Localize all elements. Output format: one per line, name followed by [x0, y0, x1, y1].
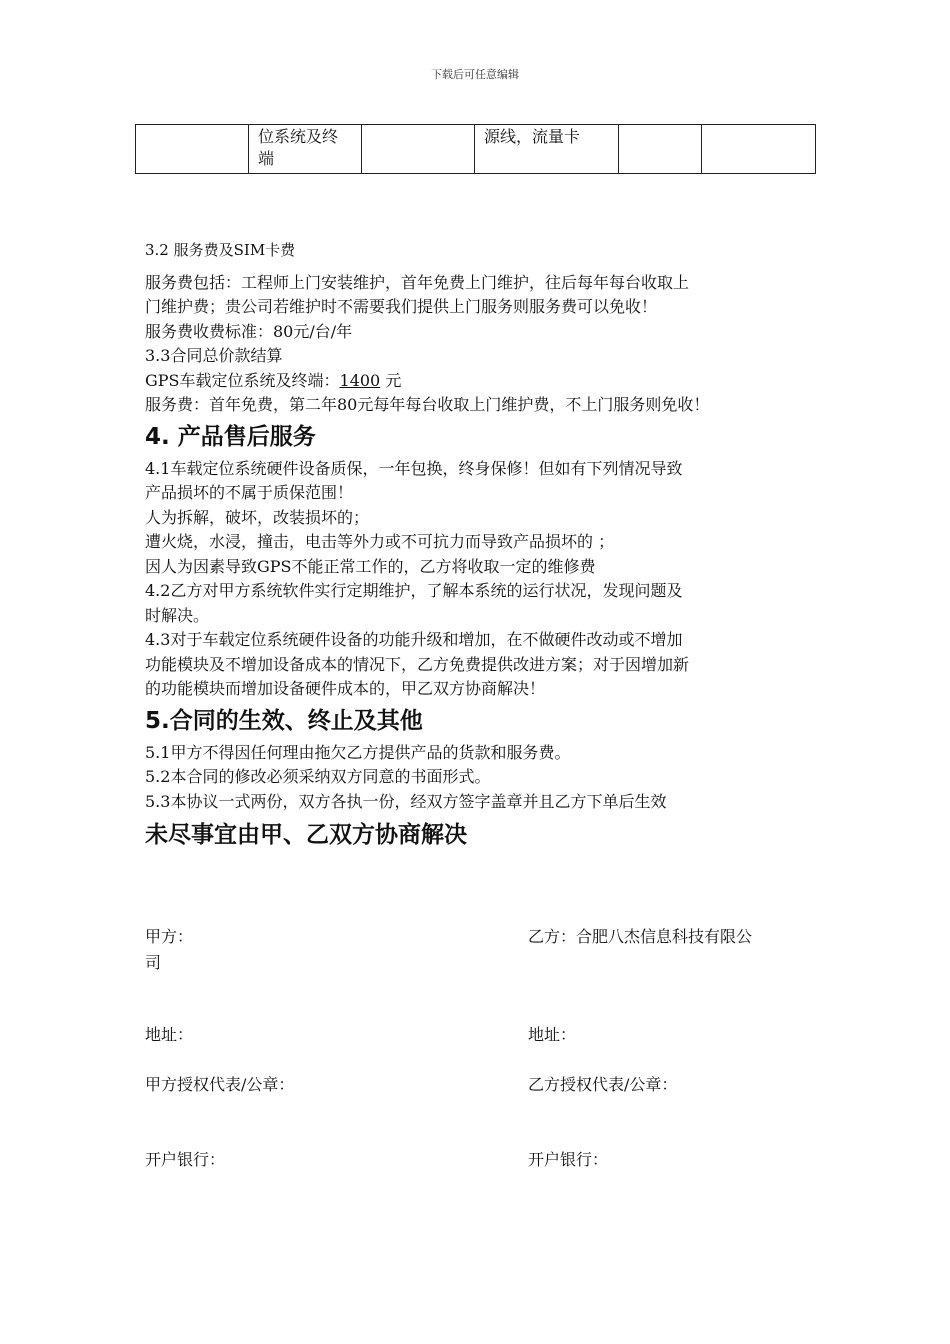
closing-heading: 未尽事宜由甲、乙双方协商解决 — [145, 822, 467, 848]
document-body — [145, 238, 835, 855]
section-4-heading: 4. 产品售后服务 — [145, 423, 316, 450]
service-fee-line: 服务费：首年免费，第二年80元每年每台收取上门维护费，不上门服务则免收！ — [145, 395, 710, 414]
paragraph-line: 4.3对于车载定位系统硬件设备的功能升级和增加，在不做硬件改动或不增加 — [145, 630, 683, 649]
section-3-2-title: 3.2 服务费及SIM卡费 — [145, 241, 296, 259]
paragraph-line: 服务费包括：工程师上门安装维护，首年免费上门维护，往后每年每台收取上 — [145, 272, 690, 292]
table-cell — [702, 125, 816, 174]
party-a-block — [145, 924, 193, 976]
party-b-bank: 开户银行： — [528, 1150, 609, 1169]
party-a-label: 甲方： — [145, 927, 194, 946]
table-cell: 位系统及终端 — [249, 125, 362, 174]
party-a-wrap: 司 — [145, 953, 162, 972]
table-cell — [136, 125, 249, 174]
gps-price-value: 1400 — [339, 370, 381, 390]
party-b-representative: 乙方授权代表/公章： — [528, 1075, 678, 1094]
table-row — [136, 125, 816, 174]
party-b-label: 乙方：合肥八杰信息科技有限公 — [528, 927, 753, 946]
paragraph-line: 门维护费；贵公司若维护时不需要我们提供上门服务则服务费可以免收！ — [145, 297, 658, 316]
equipment-table-fragment — [135, 124, 816, 174]
party-a-address: 地址： — [145, 1025, 194, 1044]
paragraph-line: 时解决。 — [145, 605, 210, 625]
paragraph-line: 产品损坏的不属于质保范围！ — [145, 483, 354, 502]
paragraph-line: 的功能模块而增加设备硬件成本的，甲乙双方协商解决！ — [145, 679, 546, 698]
paragraph-line: 服务费收费标准：80元/台/年 — [145, 321, 353, 341]
section-5-heading: 5.合同的生效、终止及其他 — [145, 707, 423, 734]
table-cell — [619, 125, 702, 174]
gps-price-label: GPS车载定位系统及终端： — [145, 370, 340, 390]
page-header-note: 下载后可任意编辑 — [431, 68, 519, 81]
party-b-address: 地址： — [528, 1025, 577, 1044]
paragraph-line: 遭火烧，水浸，撞击，电击等外力或不可抗力而导致产品损坏的 ； — [145, 532, 615, 551]
paragraph-line: 5.3本协议一式两份，双方各执一份，经双方签字盖章并且乙方下单后生效 — [145, 791, 667, 811]
paragraph-line: 功能模块及不增加设备成本的情况下，乙方免费提供改进方案；对于因增加新 — [145, 654, 690, 674]
paragraph-line: 5.2本合同的修改必须采纳双方同意的书面形式。 — [145, 767, 491, 786]
gps-price-line — [145, 369, 835, 394]
paragraph-line: 因人为因素导致GPS不能正常工作的，乙方将收取一定的维修费 — [145, 556, 596, 576]
table-cell — [362, 125, 475, 174]
paragraph-line: 4.2乙方对甲方系统软件实行定期维护，了解本系统的运行状况，发现问题及 — [145, 581, 683, 600]
party-a-representative: 甲方授权代表/公章： — [145, 1075, 295, 1094]
table-cell: 源线，流量卡 — [475, 125, 619, 174]
gps-price-unit: 元 — [380, 370, 402, 390]
party-a-bank: 开户银行： — [145, 1150, 226, 1169]
section-3-3-title: 3.3合同总价款结算 — [145, 346, 283, 365]
paragraph-line: 人为拆解，破坏，改装损坏的； — [145, 507, 370, 527]
paragraph-line: 4.1车载定位系统硬件设备质保，一年包换，终身保修！但如有下列情况导致 — [145, 458, 683, 478]
paragraph-line: 5.1甲方不得因任何理由拖欠乙方提供产品的货款和服务费。 — [145, 742, 571, 762]
